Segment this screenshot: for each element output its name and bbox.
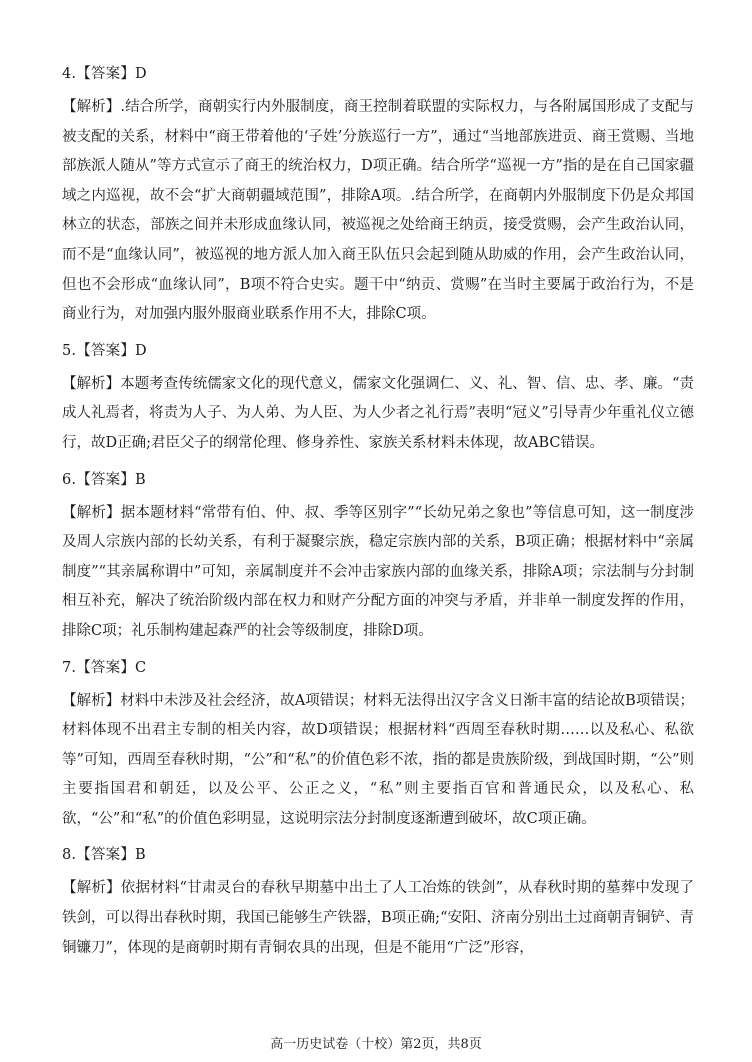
- question-6-block: [62, 470, 694, 647]
- question-4-answer: 4.【答案】D: [62, 66, 147, 82]
- question-5-analysis: [62, 370, 694, 459]
- question-7-analysis: [62, 687, 694, 835]
- question-6-analysis: [62, 499, 694, 647]
- question-7-block: [62, 658, 694, 835]
- analysis-label: 【解析】: [62, 375, 121, 392]
- question-8-block: [62, 845, 694, 963]
- page-footer: 高一历史试卷（十校）第2页，共8页: [270, 1037, 482, 1052]
- answer-key-content: [62, 64, 694, 974]
- question-5-block: [62, 341, 694, 459]
- analysis-text: 据本题材料“常带有伯、仲、叔、季等区别字”“长幼兄弟之象也”等信息可知，这一制度涉及周人宗族内部的长幼关系，有利于凝聚宗族，稳定宗族内部的关系，B项正确；根据材料中“亲属制度”“其亲属称谓中”可知，亲属制度并不会冲击家族内部的血缘关系，排除A项；宗法制与分封制相互补充，解决了统治阶级内部在权力和财产分配方面的冲突与矛盾，并非单一制度发挥的作用，排除C项；礼乐制构建起森严的社会等级制度，排除D项。: [62, 504, 694, 639]
- question-6-answer: 6.【答案】B: [62, 471, 146, 488]
- analysis-label: 【解析】: [62, 880, 121, 897]
- question-8-answer: 8.【答案】B: [62, 847, 146, 864]
- analysis-label: 【解析】: [62, 692, 121, 709]
- analysis-text: 材料中未涉及社会经济，故A项错误；材料无法得出汉字含义日渐丰富的结论故B项错误；材料体现不出君主专制的相关内容，故D项错误；根据材料“西周至春秋时期……以及私心、私欲等”可知，西周至春秋时期，“公”和“私”的价值色彩不浓，指的都是贵族阶级，到战国时期，“公”则主要指国君和朝廷，以及公平、公正之义，“私”则主要指百官和普通民众，以及私心、私欲，“公”和“私”的价值色彩明显，这说明宗法分封制度逐渐遭到破坏，故C项正确。: [62, 692, 695, 827]
- analysis-text: 本题考查传统儒家文化的现代意义，儒家文化强调仁、义、礼、智、信、忠、孝、廉。“责成人礼焉者，将责为人子、为人弟、为人臣、为人少者之礼行焉”表明“冠义”引导青少年重礼仪立德行，故D正确;君臣父子的纲常伦理、修身养性、家族关系材料未体现，故ABC错误。: [62, 375, 694, 451]
- question-5-answer: 5.【答案】D: [62, 342, 147, 359]
- analysis-text: 依据材料“甘肃灵台的春秋早期墓中出土了人工冶炼的铁剑”，从春秋时期的墓葬中发现了铁剑，可以得出春秋时期，我国已能够生产铁器，B项正确;“安阳、济南分别出土过商朝青铜铲、青铜镰刀”，体现的是商朝时期有青铜农具的出现，但是不能用“广泛”形容，: [62, 880, 694, 956]
- question-8-analysis: [62, 874, 694, 963]
- question-7-answer: 7.【答案】C: [62, 659, 147, 676]
- analysis-text: .结合所学，商朝实行内外服制度，商王控制着联盟的实际权力，与各附属国形成了支配与被支配的关系，材料中“商王带着他的‘子姓’分族巡行一方”，通过“当地部族进贡、商王赏赐、当地部族派人随从”等方式宣示了商王的统治权力，D项正确。结合所学“巡视一方”指的是在自己国家疆域之内巡视，故不会“扩大商朝疆域范围”，排除A项。.结合所学，在商朝内外服制度下仍是众邦国林立的状态，部族之间并未形成血缘认同，被巡视之处给商王纳贡，接受赏赐，会产生政治认同，而不是“血缘认同”，被巡视的地方派人加入商王队伍只会起到随从助威的作用，会产生政治认同，但也不会形成“血缘认同”，B项不符合史实。题干中“纳贡、赏赐”在当时主要属于政治行为，不是商业行为，对加强内服外服商业联系作用不大，排除C项。: [62, 99, 695, 323]
- question-4-analysis: [62, 93, 694, 330]
- question-4-block: [62, 64, 694, 330]
- analysis-label: 【解析】: [62, 504, 121, 521]
- analysis-label: 【解析】: [62, 99, 121, 115]
